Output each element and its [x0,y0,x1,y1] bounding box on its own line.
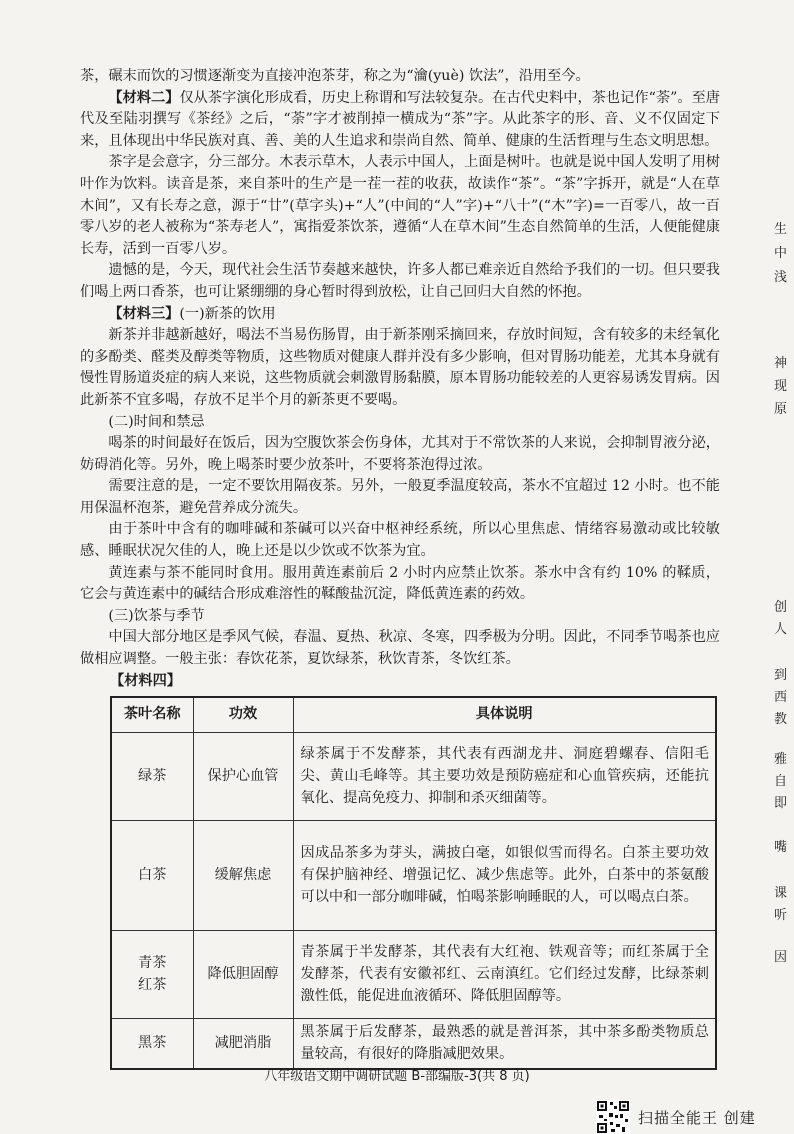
tea-description-cell: 青茶属于半发酵茶，其代表有大红袍、铁观音等；而红茶属于全发酵茶，代表有安徽祁红、云南滇红。它们经过发酵，比绿茶刺激性低，能促进血液循环、降低胆固醇等。 [293,931,716,1019]
header-description: 具体说明 [293,697,716,733]
table-row [111,821,716,931]
fragment-text: 嘴 [774,840,788,855]
tea-table-header [111,697,716,733]
tea-name-cell: 白茶 [111,821,193,931]
tea-name-cell: 黑茶 [111,1019,193,1070]
fragment-text: 到 [774,668,788,683]
material-4-label: 【材料四】 [110,672,181,689]
material-3-paragraph-1: 新茶并非越新越好，喝法不当易伤肠胃，由于新茶刚采摘回来，存放时间短，含有较多的未经氧化的多酚类、醛类及醇类等物质，这些物质对健康人群并没有多少影响，但对胃肠功能差，尤其本身就有慢性胃肠道炎症的病人来说，这些物质就会刺激胃肠黏膜，原本胃肠功能较差的人更容易诱发胃病。因此新茶不宜多喝，存放不足半个月的新茶更不要喝。 [80,327,720,408]
intro-line: 茶，碾末而饮的习惯逐渐变为直接冲泡茶芽，称之为“瀹(yuè) 饮法”，沿用至今。 [80,68,590,84]
tea-effect-cell: 减肥消脂 [193,1019,293,1070]
material-3-paragraph-2: 喝茶的时间最好在饭后，因为空腹饮茶会伤身体，尤其对于不常饮茶的人来说，会抑制胃液分泌，妨碍消化等。另外，晚上喝茶时要少放茶叶，不要将茶泡得过浓。 [80,435,720,473]
fragment-text: 即 [774,796,788,811]
material-2-paragraph-3: 遗憾的是，今天，现代社会生活节奏越来越快，许多人都已难亲近自然给予我们的一切。但只要我们喝上两口香茶，也可让紧绷绷的身心暂时得到放松，让自己回归大自然的怀抱。 [80,262,720,300]
fragment-text: 浅 [774,270,788,285]
material-3-paragraph-4: 由于茶叶中含有的咖啡碱和茶碱可以兴奋中枢神经系统，所以心里焦虑、情绪容易激动或比较敏感、睡眠状况欠佳的人，晚上还是以少饮或不饮茶为宜。 [80,521,720,560]
table-row [111,931,716,1019]
fragment-text: 西 [774,690,788,705]
tea-description-cell: 因成品茶多为芽头，满披白毫，如银似雪而得名。白茶主要功效有保护脑神经、增强记忆、减少焦虑等。此外，白茶中的茶氨酸可以中和一部分咖啡碱，怕喝茶影响睡眠的人，可以喝点白茶。 [293,821,716,931]
material-3-heading-1: 【材料三】(一)新茶的饮用 [108,305,276,322]
material-3-heading-2: (二)时间和禁忌 [108,413,205,430]
tea-description-cell: 绿茶属于不发酵茶，其代表有西湖龙井、洞庭碧螺春、信阳毛尖、黄山毛峰等。其主要功效是预防癌症和心血管疾病，还能抗氧化、提高免疫力、抑制和杀灭细菌等。 [293,733,716,821]
fragment-text: 创 [774,600,788,615]
material-3-label: 【材料三】 [108,305,180,322]
tea-effect-cell: 保护心血管 [193,733,293,821]
fragment-text: 原 [774,402,788,417]
exam-page-content [80,66,720,1070]
camscanner-watermark [596,1100,756,1134]
material-2-label: 【材料二】 [108,89,180,106]
tea-name-cell: 绿茶 [111,733,193,821]
fragment-text: 雅 [774,752,788,767]
material-3-heading-3: (三)饮茶与季节 [108,607,205,624]
material-3-paragraph-6: 中国大部分地区是季风气候，春温、夏热、秋凉、冬寒，四季极为分明。因此，不同季节喝茶也应做相应调整。一般主张：春饮花茶，夏饮绿茶，秋饮青茶，冬饮红茶。 [80,629,720,668]
tea-effect-cell: 缓解焦虑 [193,821,293,931]
fragment-text: 自 [774,774,788,789]
fragment-text: 课 [774,886,788,901]
header-effect: 功效 [193,697,293,733]
material-2-paragraph-2: 茶字是会意字，分三部分。木表示草木，人表示中国人，上面是树叶。也就是说中国人发明了用树叶作为饮料。读音是茶，来自茶叶的生产是一茬一茬的收获，故读作“茶”。“茶”字拆开，就是“人在草木间”，又有长寿之意，源于“廿”(草字头)+“人”(中间的“人”字)+“八十”(“木”字)=一百零八，故一百零八岁的老人被称为“茶寿老人”，寓指爱茶饮茶，遵循“人在草木间”生态自然简单的生活，人便能健康长寿，活到一百零八岁。 [80,154,720,257]
tea-effect-cell: 降低胆固醇 [193,931,293,1019]
material-3-paragraph-3: 需要注意的是，一定不要饮用隔夜茶。另外，一般夏季温度较高，茶水不宜超过 12 小时。也不能用保温杯泡茶，避免营养成分流失。 [80,478,720,516]
tea-name-cell: 青茶 红茶 [111,931,193,1019]
material-3-paragraph-5: 黄连素与茶不能同时食用。服用黄连素前后 2 小时内应禁止饮茶。茶水中含有约 10% 的鞣质，它会与黄连素中的碱结合形成难溶性的鞣酸盐沉淀，降低黄连素的药效。 [80,564,720,603]
table-row [111,1019,716,1070]
fragment-text: 生 [774,222,788,237]
tea-table [110,696,717,1070]
header-tea-name: 茶叶名称 [111,697,193,733]
fragment-text: 教 [774,712,788,727]
material-4-label-line [80,671,720,693]
adjacent-page-fragments [770,0,794,1124]
fragment-text: 人 [774,622,788,637]
fragment-text: 神 [774,356,788,371]
fragment-text: 听 [774,908,788,923]
fragment-text: 因 [774,950,788,965]
fragment-text: 中 [774,246,788,261]
fragment-text: 现 [774,379,788,394]
qr-code-icon [596,1100,630,1134]
table-row [111,733,716,821]
page-footer: 八年级语文期中调研试题 B-部编版-3(共 8 页) [264,1069,530,1084]
tea-description-cell: 黑茶属于后发酵茶，最熟悉的就是普洱茶，其中茶多酚类物质总量较高，有很好的降脂减肥效果。 [293,1019,716,1070]
watermark-text: 扫描全能王 创建 [638,1108,756,1127]
material-2-paragraph-1: 【材料二】仅从茶字演化形成看，历史上称谓和写法较复杂。在古代史料中，茶也记作“荼”。至唐代及至陆羽撰写《茶经》之后，“荼”字才被削掉一横成为“茶”字。从此茶字的形、音、义不仅固定下来，且体现出中华民族对真、善、美的人生追求和崇尚自然、简单、健康的生活哲理与生态文明思想。 [80,89,720,149]
